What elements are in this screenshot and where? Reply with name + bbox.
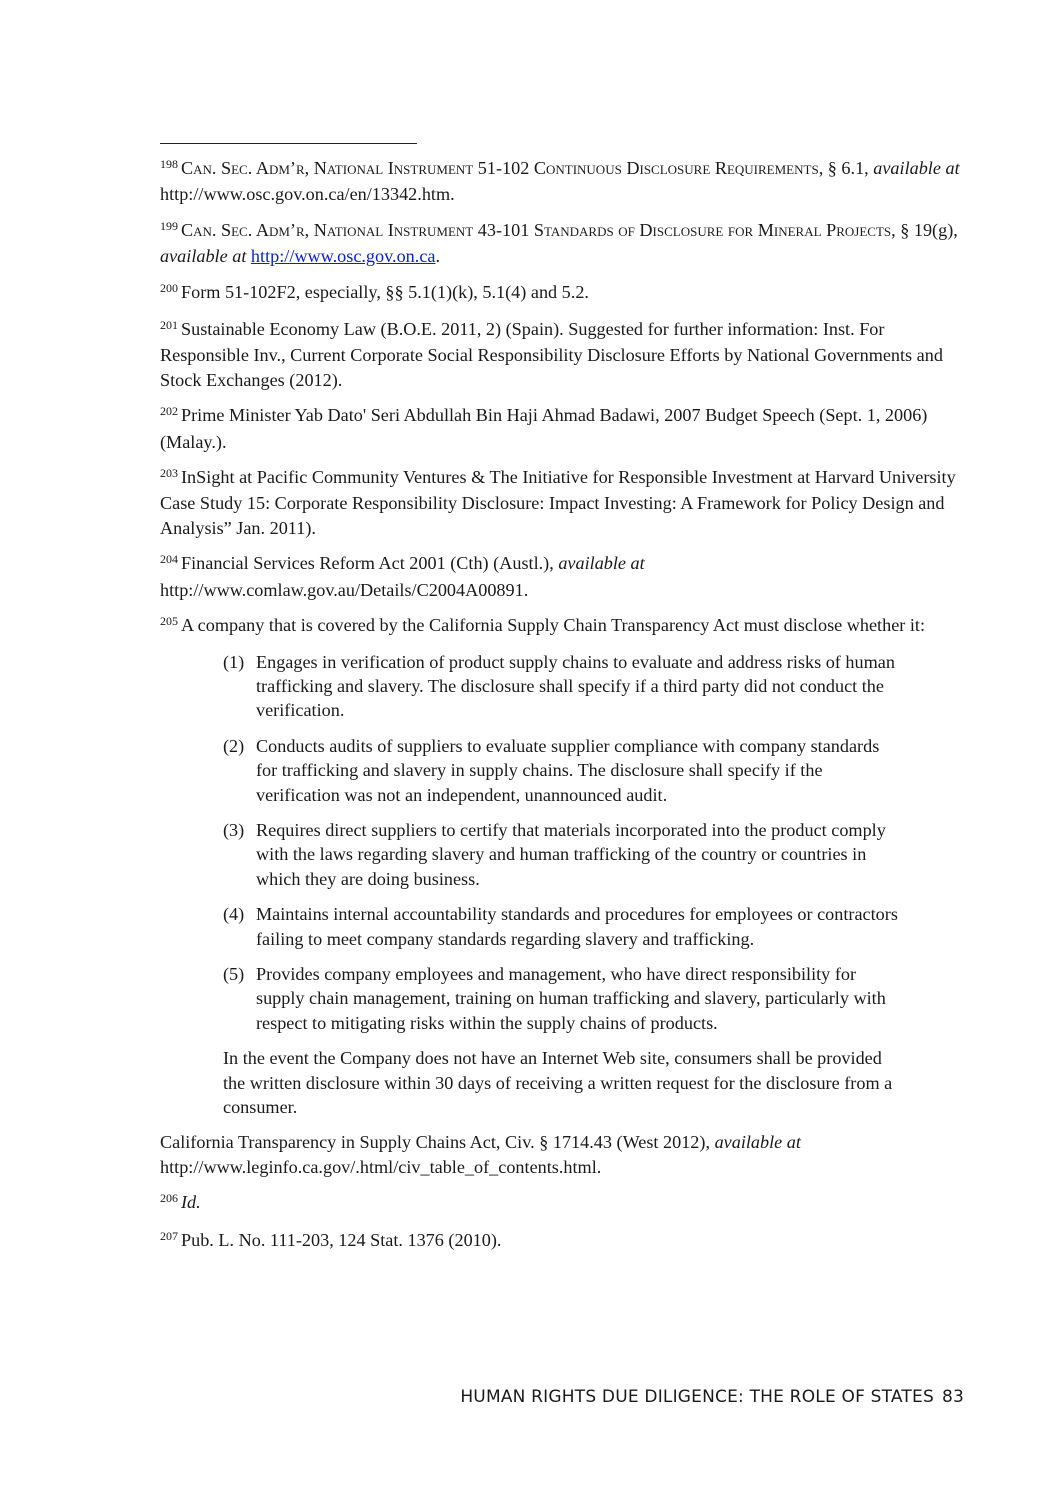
available-at-label: available at bbox=[714, 1132, 801, 1153]
osc-link[interactable]: http://www.osc.gov.on.ca bbox=[250, 246, 436, 267]
footnote-201 bbox=[160, 317, 960, 392]
block-quote: In the event the Company does not have an Internet Web site, consumers shall be provided the written disclosure within 30 days of receiving a written request for the disclosure from a consumer. bbox=[223, 1048, 893, 1117]
footnote-text: Pub. L. No. 111-203, 124 Stat. 1376 (2010). bbox=[181, 1229, 502, 1250]
list-item-text: Engages in verification of product supply chains to evaluate and address risks of human trafficking and slavery. The disclosure shall specify if a third party did not conduct the verification. bbox=[256, 651, 895, 721]
footnote-text: , § 19(g), bbox=[891, 219, 958, 240]
footnote-number: 201 bbox=[160, 318, 178, 333]
list-item-text: Provides company employees and management, who have direct responsibility for supply chain management, training on human trafficking and slavery, particularly with respect to mitigating risks within the supply chains of products. bbox=[256, 963, 886, 1033]
footnote-separator bbox=[160, 143, 417, 144]
list-marker: (3) bbox=[223, 819, 245, 840]
footnote-number: 205 bbox=[160, 614, 178, 629]
available-at-label: available at bbox=[873, 158, 960, 178]
footnote-204 bbox=[160, 551, 960, 602]
list-item-text: Conducts audits of suppliers to evaluate supplier compliance with company standards for trafficking and slavery in supply chains. The disclosure shall specify if the verification was not an independent, unannounced audit. bbox=[256, 735, 880, 805]
footnote-199 bbox=[160, 218, 960, 269]
list-marker: (1) bbox=[223, 651, 245, 672]
available-at-label: available at bbox=[558, 553, 645, 574]
footnote-number: 206 bbox=[160, 1191, 178, 1206]
footnote-number: 203 bbox=[160, 466, 178, 481]
page-footer bbox=[440, 1387, 964, 1407]
citation-text: California Transparency in Supply Chains Act, Civ. § 1714.43 (West 2012), bbox=[160, 1132, 715, 1153]
footnote-source-title: Can. Sec. Adm’r, National Instrument 43-101 Standards of Disclosure for Mineral Projects bbox=[181, 219, 892, 240]
footnote-number: 200 bbox=[160, 280, 178, 295]
list-item bbox=[223, 902, 902, 951]
footnote-text: Financial Services Reform Act 2001 (Cth) (Austl.), bbox=[181, 553, 559, 574]
footnote-url: http://www.osc.gov.on.ca/en/13342.htm. bbox=[160, 184, 455, 205]
list-item bbox=[223, 734, 902, 807]
footnote-200 bbox=[160, 280, 960, 306]
footnote-url: http://www.comlaw.gov.au/Details/C2004A00891. bbox=[160, 579, 529, 600]
footnote-number: 199 bbox=[160, 218, 178, 233]
list-item bbox=[223, 650, 902, 723]
list-item bbox=[223, 962, 902, 1035]
list-item-text: Requires direct suppliers to certify that materials incorporated into the product comply with the laws regarding slavery and human trafficking of the country or countries in which they are doing business. bbox=[256, 819, 886, 889]
footnotes-section bbox=[160, 156, 960, 1265]
footnote-text: Prime Minister Yab Dato' Seri Abdullah Bin Haji Ahmad Badawi, 2007 Budget Speech (Sept. 1, 2006) (Malay.). bbox=[160, 405, 928, 452]
footnote-205 bbox=[160, 613, 960, 1179]
footnote-205-intro bbox=[160, 613, 960, 639]
running-title: HUMAN RIGHTS DUE DILIGENCE: THE ROLE OF STATES bbox=[460, 1387, 934, 1407]
footnote-202 bbox=[160, 403, 960, 454]
footnote-text: A company that is covered by the California Supply Chain Transparency Act must disclose whether it: bbox=[181, 615, 926, 636]
footnote-number: 202 bbox=[160, 404, 178, 419]
footnote-text-end: . bbox=[435, 246, 441, 267]
disclosure-requirements-list bbox=[160, 650, 960, 1036]
list-marker: (5) bbox=[223, 963, 245, 984]
footnote-url: http://www.leginfo.ca.gov/.html/civ_table_of_contents.html. bbox=[160, 1156, 602, 1177]
list-marker: (4) bbox=[223, 904, 245, 925]
list-marker: (2) bbox=[223, 735, 245, 756]
footnote-text: Id. bbox=[181, 1192, 201, 1213]
footnote-number: 204 bbox=[160, 552, 178, 567]
footnote-203 bbox=[160, 465, 960, 540]
footnote-207 bbox=[160, 1228, 960, 1254]
page-number: 83 bbox=[941, 1387, 964, 1407]
footnote-text: Form 51-102F2, especially, §§ 5.1(1)(k), 5.1(4) and 5.2. bbox=[181, 281, 589, 302]
footnote-206 bbox=[160, 1190, 960, 1216]
list-item-text: Maintains internal accountability standards and procedures for employees or contractors failing to meet company standards regarding slavery and trafficking. bbox=[256, 904, 898, 949]
list-item bbox=[223, 818, 902, 891]
footnote-number: 207 bbox=[160, 1228, 178, 1243]
footnote-text: Sustainable Economy Law (B.O.E. 2011, 2) (Spain). Suggested for further information: Inst. For Responsible Inv., Current Corporate Social Responsibility Disclosure Efforts by National Governments and Stock Exchanges (2012). bbox=[160, 319, 943, 390]
footnote-text: , § 6.1, bbox=[818, 158, 874, 178]
available-at-label: available at bbox=[160, 246, 247, 267]
footnote-number: 198 bbox=[160, 157, 178, 171]
statute-citation bbox=[160, 1130, 960, 1179]
footnote-198 bbox=[160, 156, 960, 207]
footnote-text: InSight at Pacific Community Ventures & The Initiative for Responsible Investment at Harvard University Case Study 15: Corporate Responsibility Disclosure: Impact Investing: A Framework for Policy Design and Analysis” Jan. 2011). bbox=[160, 467, 956, 538]
footnote-source-title: Can. Sec. Adm’r, National Instrument 51-102 Continuous Disclosure Requirements bbox=[181, 158, 819, 178]
